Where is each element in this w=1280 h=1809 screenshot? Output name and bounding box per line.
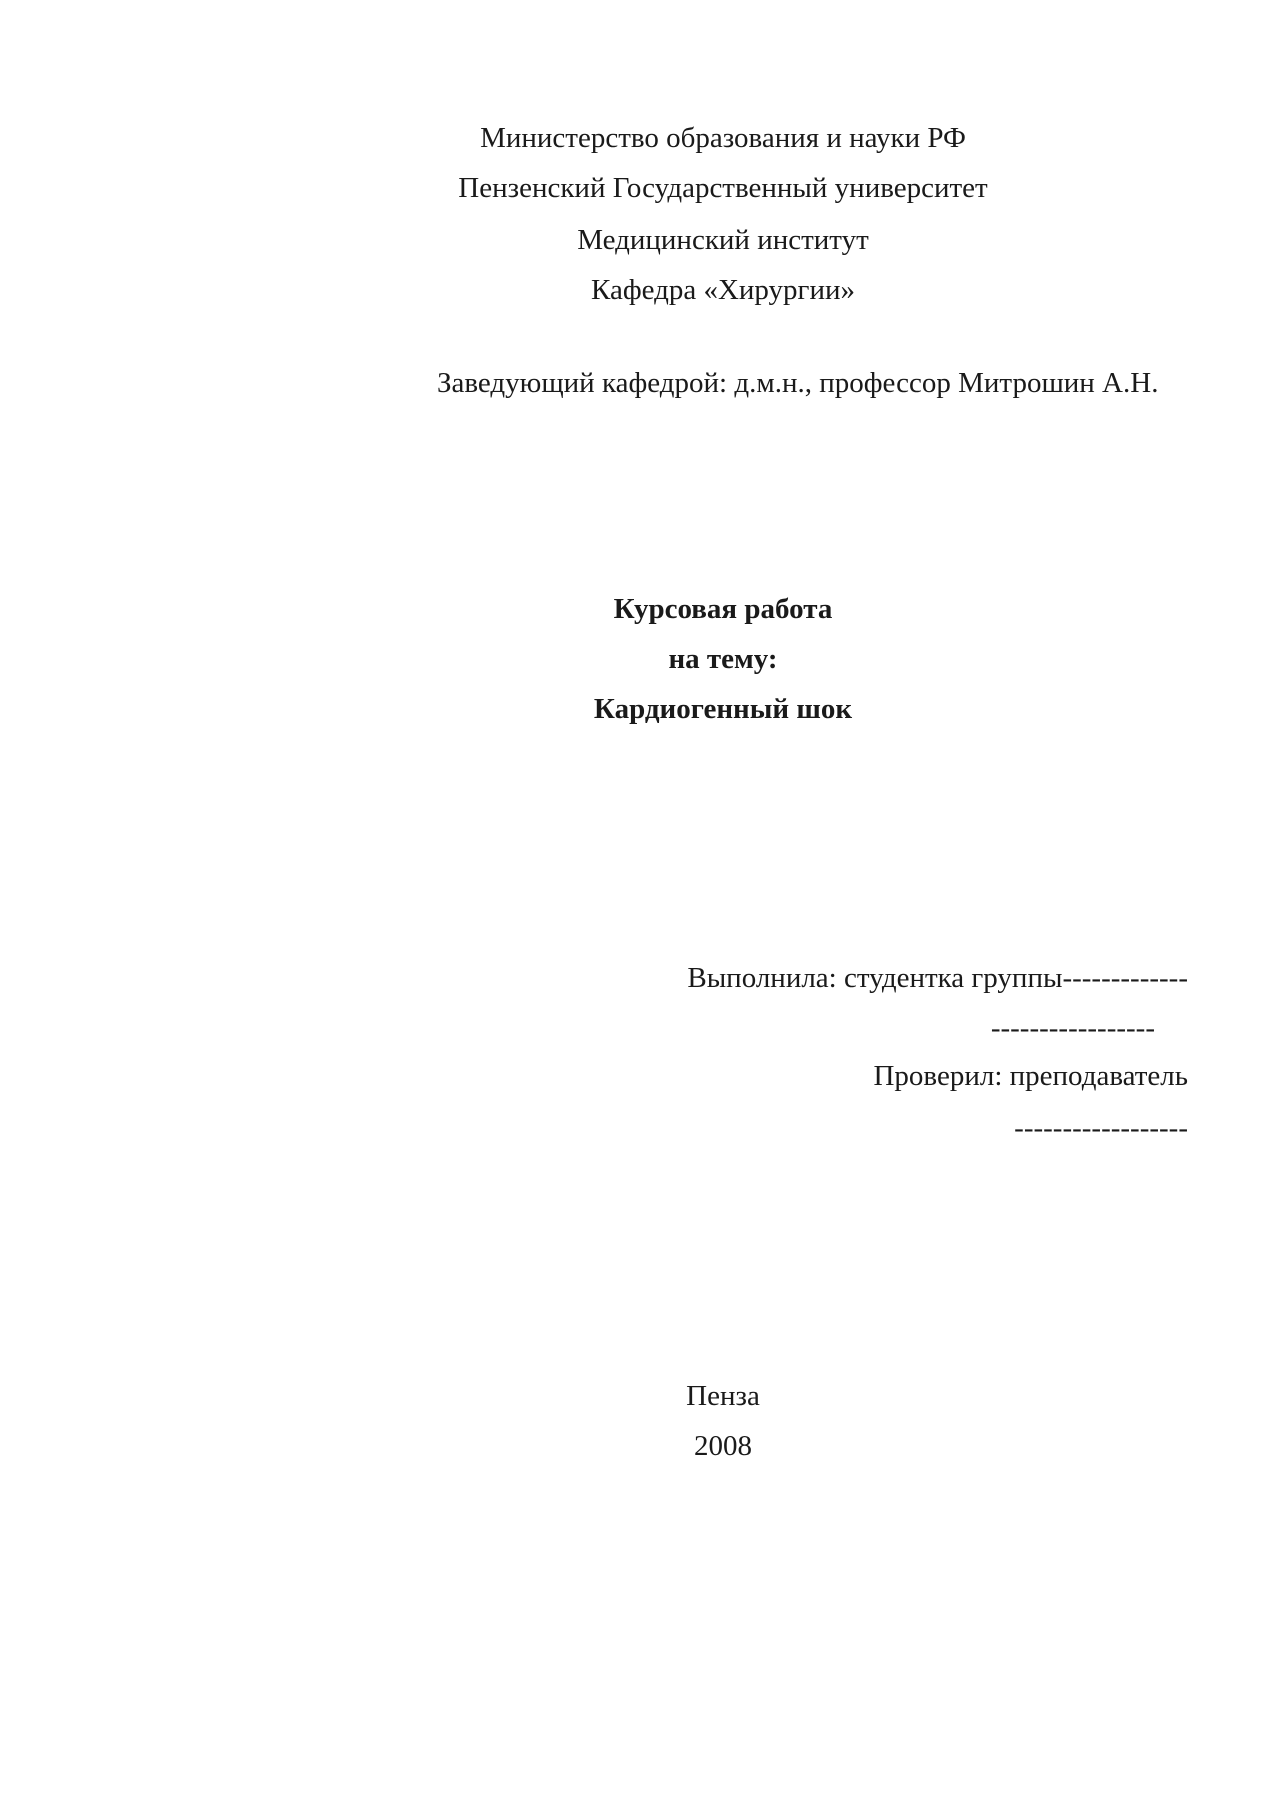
university-line: Пензенский Государственный университет bbox=[458, 172, 988, 204]
performed-by-line: Выполнила: студентка группы------------- bbox=[687, 962, 1188, 994]
head-of-department-line: Заведующий кафедрой: д.м.н., профессор Митрошин А.Н. bbox=[437, 367, 1159, 399]
performed-by-continuation: ----------------- bbox=[990, 1012, 1155, 1044]
department-line: Кафедра «Хирургии» bbox=[590, 274, 855, 306]
city-line: Пенза bbox=[686, 1380, 760, 1412]
ministry-line: Министерство образования и науки РФ bbox=[480, 122, 966, 154]
topic-label: на тему: bbox=[668, 643, 778, 675]
work-type-title: Курсовая работа bbox=[613, 593, 833, 625]
checked-by-line: Проверил: преподаватель bbox=[873, 1060, 1188, 1092]
checked-by-continuation: ------------------ bbox=[1014, 1112, 1188, 1144]
topic-title: Кардиогенный шок bbox=[593, 693, 853, 725]
year-line: 2008 bbox=[694, 1430, 752, 1462]
institute-line: Медицинский институт bbox=[577, 224, 869, 256]
